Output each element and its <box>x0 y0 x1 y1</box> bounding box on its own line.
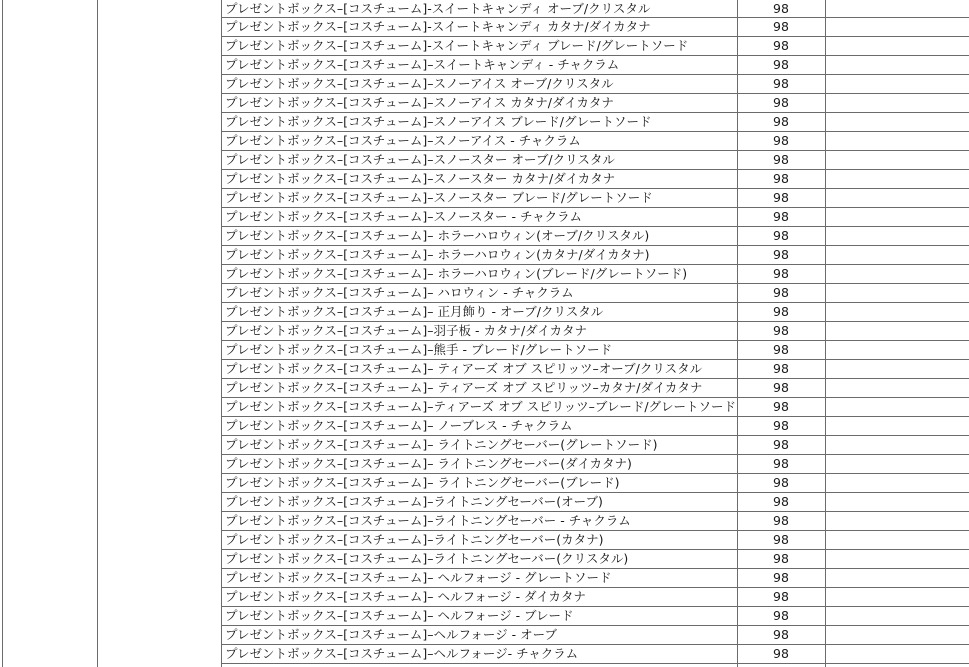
table-row <box>221 56 969 75</box>
empty-cell <box>825 626 969 644</box>
empty-cell <box>825 512 969 530</box>
item-name-cell: プレゼントボックス–[コスチューム]–ヘルフォージ- チャクラム <box>225 646 579 661</box>
item-quantity-cell: 98 <box>773 247 789 262</box>
empty-cell <box>825 398 969 416</box>
item-name-cell: プレゼントボックス–[コスチューム]–スノーアイス ブレード/グレートソード <box>225 114 652 129</box>
table-row <box>221 18 969 37</box>
empty-cell <box>825 588 969 606</box>
item-name-cell: プレゼントボックス–[コスチューム]– ホラーハロウィン(カタナ/ダイカタナ) <box>225 247 650 262</box>
table-row <box>221 512 969 531</box>
item-quantity-cell: 98 <box>773 304 789 319</box>
empty-cell <box>825 379 969 397</box>
empty-cell <box>825 246 969 264</box>
item-name-cell: プレゼントボックス–[コスチューム]–スノーアイス - チャクラム <box>225 133 581 148</box>
empty-cell <box>825 607 969 625</box>
column-divider <box>2 0 3 667</box>
empty-cell <box>825 493 969 511</box>
table-row <box>221 0 969 18</box>
table-row <box>221 170 969 189</box>
table-row <box>221 322 969 341</box>
item-quantity-cell: 98 <box>773 608 789 623</box>
item-quantity-cell: 98 <box>773 95 789 110</box>
table-row <box>221 189 969 208</box>
item-quantity-cell: 98 <box>773 380 789 395</box>
item-quantity-cell: 98 <box>773 551 789 566</box>
item-quantity-cell: 98 <box>773 513 789 528</box>
empty-cell <box>825 18 969 36</box>
empty-cell <box>825 151 969 169</box>
empty-cell <box>825 569 969 587</box>
table-row <box>221 569 969 588</box>
empty-cell <box>825 322 969 340</box>
empty-cell <box>825 455 969 473</box>
table-row <box>221 550 969 569</box>
item-quantity-cell: 98 <box>773 209 789 224</box>
empty-cell <box>825 284 969 302</box>
table-row <box>221 588 969 607</box>
item-name-cell: プレゼントボックス–[コスチューム]– ハロウィン - チャクラム <box>225 285 574 300</box>
table-row <box>221 208 969 227</box>
empty-cell <box>825 132 969 150</box>
item-quantity-cell: 98 <box>773 418 789 433</box>
item-name-cell: プレゼントボックス–[コスチューム]-スイートキャンディ オーブ/クリスタル <box>225 1 651 16</box>
table-row <box>221 436 969 455</box>
item-name-cell: プレゼントボックス–[コスチューム]–ライトニングセーバー(クリスタル) <box>225 551 629 566</box>
item-name-cell: プレゼントボックス–[コスチューム]–スノースター オーブ/クリスタル <box>225 152 615 167</box>
table-row <box>221 607 969 626</box>
item-name-cell: プレゼントボックス–[コスチューム]–スノースター - チャクラム <box>225 209 582 224</box>
item-name-cell: プレゼントボックス–[コスチューム]– ヘルフォージ - ダイカタナ <box>225 589 586 604</box>
empty-cell <box>825 531 969 549</box>
item-name-cell: プレゼントボックス–[コスチューム]–スノースター ブレード/グレートソード <box>225 190 653 205</box>
table-row <box>221 113 969 132</box>
item-name-cell: プレゼントボックス–[コスチューム]–ライトニングセーバー(カタナ) <box>225 532 604 547</box>
empty-cell <box>825 189 969 207</box>
table-row <box>221 265 969 284</box>
table-row <box>221 94 969 113</box>
empty-cell <box>825 341 969 359</box>
item-name-cell: プレゼントボックス–[コスチューム]– ノーブレス - チャクラム <box>225 418 573 433</box>
item-quantity-cell: 98 <box>773 76 789 91</box>
empty-cell <box>825 360 969 378</box>
column-divider <box>97 0 98 667</box>
item-name-cell: プレゼントボックス–[コスチューム]– ヘルフォージ - グレートソード <box>225 570 612 585</box>
empty-cell <box>825 94 969 112</box>
empty-cell <box>825 37 969 55</box>
table-row <box>221 303 969 322</box>
table-row <box>221 379 969 398</box>
item-quantity-cell: 98 <box>773 190 789 205</box>
empty-cell <box>825 417 969 435</box>
table-row <box>221 645 969 664</box>
empty-cell <box>825 550 969 568</box>
empty-cell <box>825 474 969 492</box>
item-quantity-cell: 98 <box>773 285 789 300</box>
table-row <box>221 284 969 303</box>
item-name-cell: プレゼントボックス–[コスチューム]– ティアーズ オブ スピリッツ–カタナ/ダイカタナ <box>225 380 703 395</box>
table-row <box>221 75 969 94</box>
item-name-cell: プレゼントボックス–[コスチューム]–ライトニングセーバー - チャクラム <box>225 513 631 528</box>
empty-cell <box>825 56 969 74</box>
item-name-cell: プレゼントボックス–[コスチューム]– 正月飾り - オーブ/クリスタル <box>225 304 604 319</box>
item-quantity-cell: 98 <box>773 589 789 604</box>
empty-cell <box>825 265 969 283</box>
empty-cell <box>825 227 969 245</box>
item-name-cell: プレゼントボックス–[コスチューム]–ライトニングセーバー(オーブ) <box>225 494 603 509</box>
table-row <box>221 227 969 246</box>
empty-cell <box>825 113 969 131</box>
empty-cell <box>825 208 969 226</box>
item-quantity-cell: 98 <box>773 627 789 642</box>
empty-cell <box>825 0 969 18</box>
table-row <box>221 37 969 56</box>
item-name-cell: プレゼントボックス–[コスチューム]–スノーアイス カタナ/ダイカタナ <box>225 95 614 110</box>
item-quantity-cell: 98 <box>773 456 789 471</box>
item-quantity-cell: 98 <box>773 646 789 661</box>
table-row <box>221 493 969 512</box>
table-row <box>221 151 969 170</box>
item-quantity-cell: 98 <box>773 570 789 585</box>
item-quantity-cell: 98 <box>773 437 789 452</box>
item-quantity-cell: 98 <box>773 114 789 129</box>
item-name-cell: プレゼントボックス–[コスチューム]–ティアーズ オブ スピリッツ–ブレード/グレートソード <box>225 399 737 414</box>
item-quantity-cell: 98 <box>773 1 789 16</box>
item-name-cell: プレゼントボックス–[コスチューム]– ライトニングセーバー(ブレード) <box>225 475 620 490</box>
item-table <box>221 0 969 664</box>
item-name-cell: プレゼントボックス–[コスチューム]– ライトニングセーバー(グレートソード) <box>225 437 658 452</box>
empty-cell <box>825 303 969 321</box>
item-quantity-cell: 98 <box>773 228 789 243</box>
item-name-cell: プレゼントボックス–[コスチューム]-スイートキャンディ ブレード/グレートソード <box>225 38 689 53</box>
item-quantity-cell: 98 <box>773 361 789 376</box>
item-name-cell: プレゼントボックス–[コスチューム]– ヘルフォージ - ブレード <box>225 608 574 623</box>
table-row <box>221 360 969 379</box>
item-name-cell: プレゼントボックス–[コスチューム]–熊手 - ブレード/グレートソード <box>225 342 613 357</box>
item-name-cell: プレゼントボックス–[コスチューム]–スノーアイス オーブ/クリスタル <box>225 76 614 91</box>
table-row <box>221 132 969 151</box>
item-quantity-cell: 98 <box>773 475 789 490</box>
item-quantity-cell: 98 <box>773 38 789 53</box>
table-row <box>221 626 969 645</box>
empty-cell <box>825 645 969 663</box>
table-row <box>221 246 969 265</box>
item-name-cell: プレゼントボックス–[コスチューム]–スノースター カタナ/ダイカタナ <box>225 171 616 186</box>
item-quantity-cell: 98 <box>773 399 789 414</box>
empty-cell <box>825 436 969 454</box>
item-name-cell: プレゼントボックス–[コスチューム]–ヘルフォージ - オーブ <box>225 627 557 642</box>
item-name-cell: プレゼントボックス–[コスチューム]– ホラーハロウィン(オーブ/クリスタル) <box>225 228 650 243</box>
item-quantity-cell: 98 <box>773 494 789 509</box>
item-name-cell: プレゼントボックス–[コスチューム]– ライトニングセーバー(ダイカタナ) <box>225 456 632 471</box>
item-name-cell: プレゼントボックス–[コスチューム]–羽子板 - カタナ/ダイカタナ <box>225 323 588 338</box>
empty-cell <box>825 75 969 93</box>
table-row <box>221 531 969 550</box>
item-quantity-cell: 98 <box>773 266 789 281</box>
table-row <box>221 341 969 360</box>
table-row <box>221 455 969 474</box>
item-quantity-cell: 98 <box>773 152 789 167</box>
table-row <box>221 417 969 436</box>
item-quantity-cell: 98 <box>773 171 789 186</box>
item-quantity-cell: 98 <box>773 532 789 547</box>
table-row <box>221 398 969 417</box>
item-quantity-cell: 98 <box>773 342 789 357</box>
item-quantity-cell: 98 <box>773 323 789 338</box>
empty-cell <box>825 170 969 188</box>
item-name-cell: プレゼントボックス–[コスチューム]-スイートキャンディ カタナ/ダイカタナ <box>225 19 651 34</box>
item-quantity-cell: 98 <box>773 57 789 72</box>
item-name-cell: プレゼントボックス–[コスチューム]– ホラーハロウィン(ブレード/グレートソード) <box>225 266 688 281</box>
item-name-cell: プレゼントボックス–[コスチューム]–スイートキャンディ - チャクラム <box>225 57 620 72</box>
table-row <box>221 474 969 493</box>
item-quantity-cell: 98 <box>773 19 789 34</box>
item-name-cell: プレゼントボックス–[コスチューム]– ティアーズ オブ スピリッツ–オーブ/クリスタル <box>225 361 703 376</box>
item-quantity-cell: 98 <box>773 133 789 148</box>
